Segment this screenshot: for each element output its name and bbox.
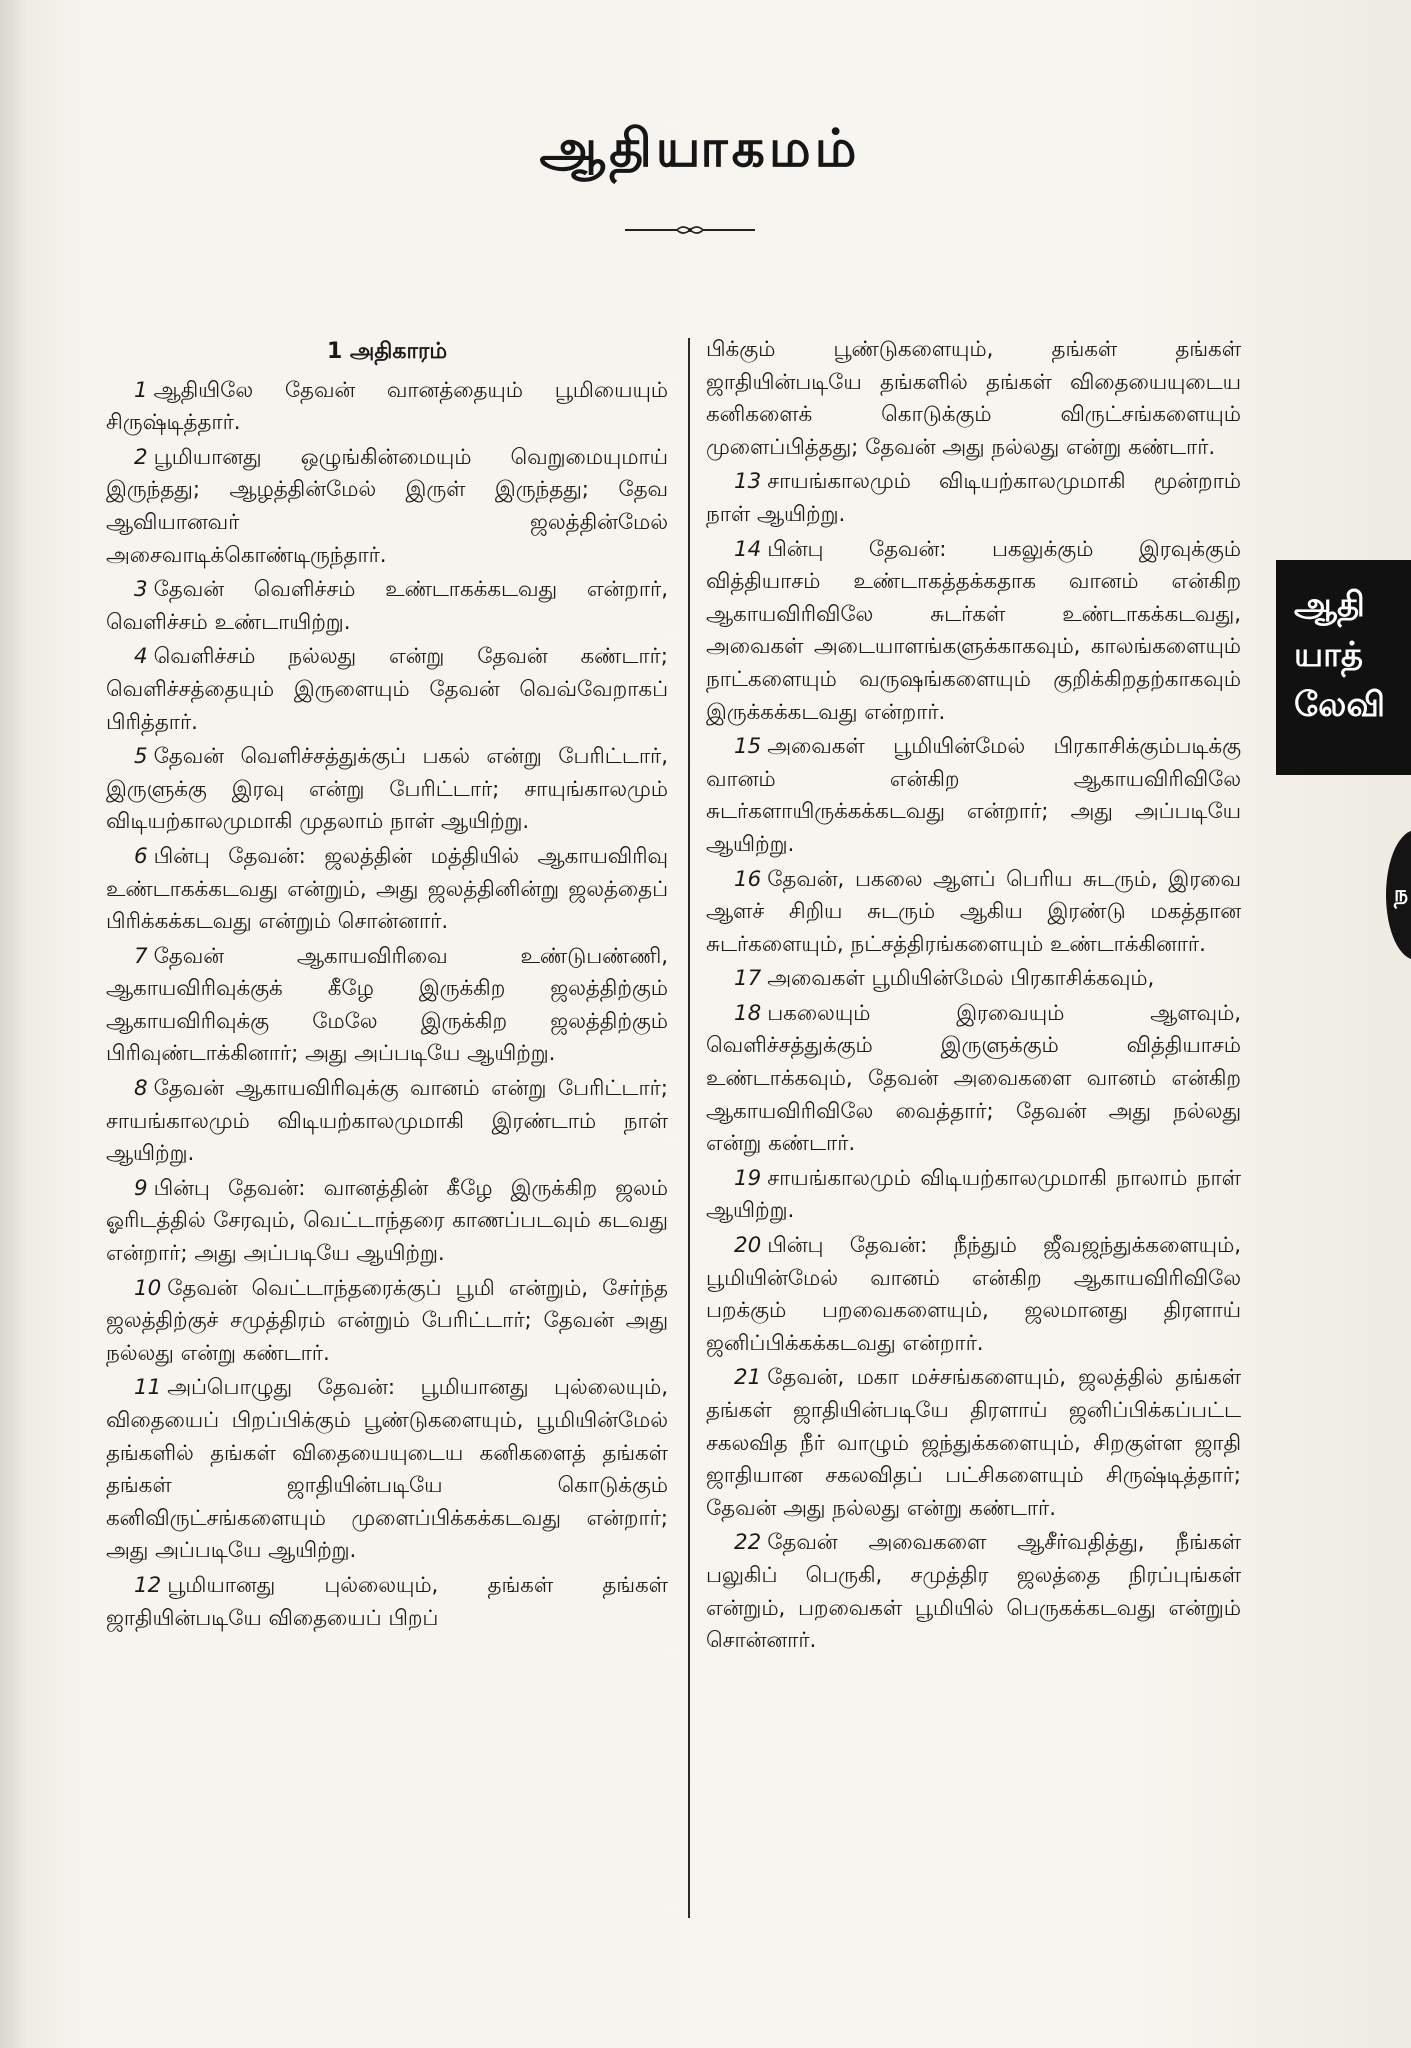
verse-text: தேவன் அவைகளை ஆசீர்வதித்து, நீங்கள் பலுகிப் பெருகி, சமுத்திர ஜலத்தை நிரப்புங்கள் என்றும், பறவைகள் பூமியில் பெருகக்கடவது என்றும் சொன்னார். <box>706 1530 1241 1654</box>
verse-number: 7 <box>134 943 148 969</box>
verse <box>706 963 1241 996</box>
left-text-column <box>106 330 668 1637</box>
verse <box>106 941 668 1071</box>
right-text-column <box>706 334 1241 1660</box>
verse-text: வெளிச்சம் நல்லது என்று தேவன் கண்டார்; வெளிச்சத்தையும் இருளையும் தேவன் வெவ்வேறாகப் பிரித்தார். <box>106 644 668 735</box>
verse <box>706 998 1241 1161</box>
thumb-index-notch <box>1386 830 1411 960</box>
verse-number: 6 <box>134 843 148 869</box>
verse-text: பின்பு தேவன்: பகலுக்கும் இரவுக்கும் வித்தியாசம் உண்டாகத்தக்கதாக வானம் என்கிற ஆகாயவிரிவிலே சுடர்கள் உண்டாகக்கடவது, அவைகள் அடையாளங்களுக்காகவும், காலங்களையும் நாட்களையும் வருஷங்களையும் குறிக்கிறதற்காகவும் இருக்கக்கடவது என்றார். <box>706 536 1241 725</box>
verse-text: சாயங்காலமும் விடியற்காலமுமாகி நாலாம் நாள் ஆயிற்று. <box>706 1165 1241 1224</box>
book-index-thumb-tab[interactable] <box>1276 560 1411 775</box>
verse <box>106 375 668 440</box>
verse <box>106 1273 668 1371</box>
verse-text: பின்பு தேவன்: ஜலத்தின் மத்தியில் ஆகாயவிரிவு உண்டாகக்கடவது என்றும், அது ஜலத்தினின்று ஜலத்தைப் பிரிக்கக்கடவது என்றும் சொன்னார். <box>106 843 668 935</box>
verse-text: அவைகள் பூமியின்மேல் பிரகாசிக்கவும், <box>767 966 1155 992</box>
verse-number: 15 <box>734 734 762 760</box>
verse-text: தேவன் வெட்டாந்தரைக்குப் பூமி என்றும், சேர்ந்த ஜலத்திற்குச் சமுத்திரம் என்றும் பேரிட்டார்; தேவன் அது நல்லது என்று கண்டார். <box>106 1275 668 1366</box>
thumb-index-notch-label: ந <box>1394 882 1409 907</box>
verse <box>106 1372 668 1568</box>
verse-text: அவைகள் பூமியின்மேல் பிரகாசிக்கும்படிக்கு வானம் என்கிற ஆகாயவிரிவிலே சுடர்களாயிருக்கக்கடவது என்றார்; அது அப்படியே ஆயிற்று. <box>706 734 1241 857</box>
verse-number: 17 <box>734 966 762 992</box>
verse-text: பின்பு தேவன்: நீந்தும் ஜீவஜந்துக்களையும், பூமியின்மேல் வானம் என்கிற ஆகாயவிரிவிலே பறக்கும் பறவைகளையும், ஜலமானது திரளாய் ஜனிப்பிக்கக்கடவது என்றார். <box>706 1233 1241 1356</box>
verse-number: 19 <box>734 1165 762 1191</box>
verse-number: 11 <box>134 1375 162 1401</box>
verse-number: 21 <box>734 1365 762 1391</box>
verse <box>706 1362 1241 1525</box>
verse-text: அப்பொழுது தேவன்: பூமியானது புல்லையும், விதையைப் பிறப்பிக்கும் பூண்டுகளையும், பூமியின்மேல் தங்களில் தங்கள் விதையையுடைய கனிகளைத் தங்கள் தங்கள் ஜாதியின்படியே கொடுக்கும் கனிவிருட்சங்களையும் முளைப்பிக்கக்கடவது என்றார்; அது அப்படியே ஆயிற்று. <box>106 1375 668 1564</box>
chapter-heading: 1 அதிகாரம் <box>326 339 448 364</box>
thumb-tab-genesis: ஆதி <box>1294 585 1365 625</box>
verse <box>706 534 1241 730</box>
verse-number: 10 <box>134 1275 162 1301</box>
verse-number: 8 <box>134 1076 148 1102</box>
binding-shadow <box>0 0 28 2048</box>
verse <box>106 1073 668 1171</box>
verse <box>106 741 668 839</box>
verse-number: 18 <box>734 1000 762 1026</box>
verse <box>706 1163 1241 1228</box>
verse-number: 2 <box>134 444 148 470</box>
verse-number: 4 <box>134 644 148 670</box>
verse-text: பின்பு தேவன்: வானத்தின் கீழே இருக்கிற ஜலம் ஓரிடத்தில் சேரவும், வெட்டாந்தரை காணப்படவும் கடவது என்றார்; அது அப்படியே ஆயிற்று. <box>106 1175 668 1267</box>
column-divider <box>688 338 690 1918</box>
verse-text: தேவன், பகலை ஆளப் பெரிய சுடரும், இரவை ஆளச் சிறிய சுடரும் ஆகிய இரண்டு மகத்தான சுடர்களையும், நட்சத்திரங்களையும் உண்டாக்கினார். <box>706 866 1241 957</box>
verse-text: தேவன் ஆகாயவிரிவுக்கு வானம் என்று பேரிட்டார்; சாயங்காலமும் விடியற்காலமுமாகி இரண்டாம் நாள் ஆயிற்று. <box>106 1076 668 1167</box>
verse-number: 13 <box>734 469 762 495</box>
thumb-tab-leviticus: லேவி <box>1294 685 1386 725</box>
verse-text: தேவன், மகா மச்சங்களையும், ஜலத்தில் தங்கள் தங்கள் ஜாதியின்படியே திரளாய் ஜனிப்பிக்கப்பட்ட சகலவித நீர் வாழும் ஜந்துக்களையும், சிறகுள்ள ஜாதி ஜாதியான சகலவிதப் பட்சிகளையும் சிருஷ்டித்தார்; தேவன் அது நல்லது என்று கண்டார். <box>706 1365 1241 1521</box>
verse-number: 12 <box>134 1572 162 1598</box>
verse-text: பூமியானது ஒழுங்கின்மையும் வெறுமையுமாய் இருந்தது; ஆழத்தின்மேல் இருள் இருந்தது; தேவ ஆவியானவர் ஜலத்தின்மேல் அசைவாடிக்கொண்டிருந்தார். <box>106 444 668 568</box>
verse-number: 1 <box>134 377 148 403</box>
verse-number: 22 <box>734 1530 762 1556</box>
verse <box>706 466 1241 531</box>
verse <box>706 731 1241 861</box>
verse-number: 9 <box>134 1175 148 1201</box>
book-title: ஆதியாகமம் <box>539 118 861 179</box>
verse <box>106 1173 668 1271</box>
thumb-tab-exodus: யாத் <box>1294 635 1364 675</box>
verse-text: சாயங்காலமும் விடியற்காலமுமாகி மூன்றாம் நாள் ஆயிற்று. <box>706 469 1241 527</box>
verse-number: 5 <box>134 744 148 770</box>
verse-number: 3 <box>134 577 148 603</box>
verse-text: தேவன் வெளிச்சம் உண்டாகக்கடவது என்றார், வெளிச்சம் உண்டாயிற்று. <box>106 577 668 635</box>
verse-text: தேவன் ஆகாயவிரிவை உண்டுபண்ணி, ஆகாயவிரிவுக்குக் கீழே இருக்கிற ஜலத்திற்கும் ஆகாயவிரிவுக்கு மேலே இருக்கிற ஜலத்திற்கும் பிரிவுண்டாக்கினார்; அது அப்படியே ஆயிற்று. <box>106 943 668 1067</box>
verse <box>106 1570 668 1635</box>
verse-text: பிக்கும் பூண்டுகளையும், தங்கள் தங்கள் ஜாதியின்படியே தங்களில் தங்கள் விதையையுடைய கனிகளைக் கொடுக்கும் விருட்சங்களையும் முளைப்பித்தது; தேவன் அது நல்லது என்று கண்டார். <box>706 337 1241 460</box>
verse-text: பூமியானது புல்லையும், தங்கள் தங்கள் ஜாதியின்படியே விதையைப் பிறப் <box>106 1572 668 1631</box>
verse <box>706 1230 1241 1360</box>
verse <box>106 574 668 639</box>
verse <box>706 864 1241 962</box>
verse-text: தேவன் வெளிச்சத்துக்குப் பகல் என்று பேரிட்டார், இருளுக்கு இரவு என்று பேரிட்டார்; சாயுங்காலமும் விடியற்காலமுமாகி முதலாம் நாள் ஆயிற்று. <box>106 744 668 835</box>
verse-number: 16 <box>734 866 762 892</box>
verse <box>706 334 1241 464</box>
verse <box>106 841 668 939</box>
verse <box>106 442 668 572</box>
verse-number: 20 <box>734 1233 762 1259</box>
verse-text: பகலையும் இரவையும் ஆளவும், வெளிச்சத்துக்கும் இருளுக்கும் வித்தியாசம் உண்டாக்கவும், தேவன் அவைகளை வானம் என்கிற ஆகாயவிரிவிலே வைத்தார்; தேவன் அது நல்லது என்று கண்டார். <box>706 1000 1241 1157</box>
verse-text: ஆதியிலே தேவன் வானத்தையும் பூமியையும் சிருஷ்டித்தார். <box>106 377 668 436</box>
verse <box>106 641 668 739</box>
verse <box>706 1527 1241 1657</box>
verse-number: 14 <box>734 536 762 562</box>
title-ornament-divider <box>625 222 755 238</box>
